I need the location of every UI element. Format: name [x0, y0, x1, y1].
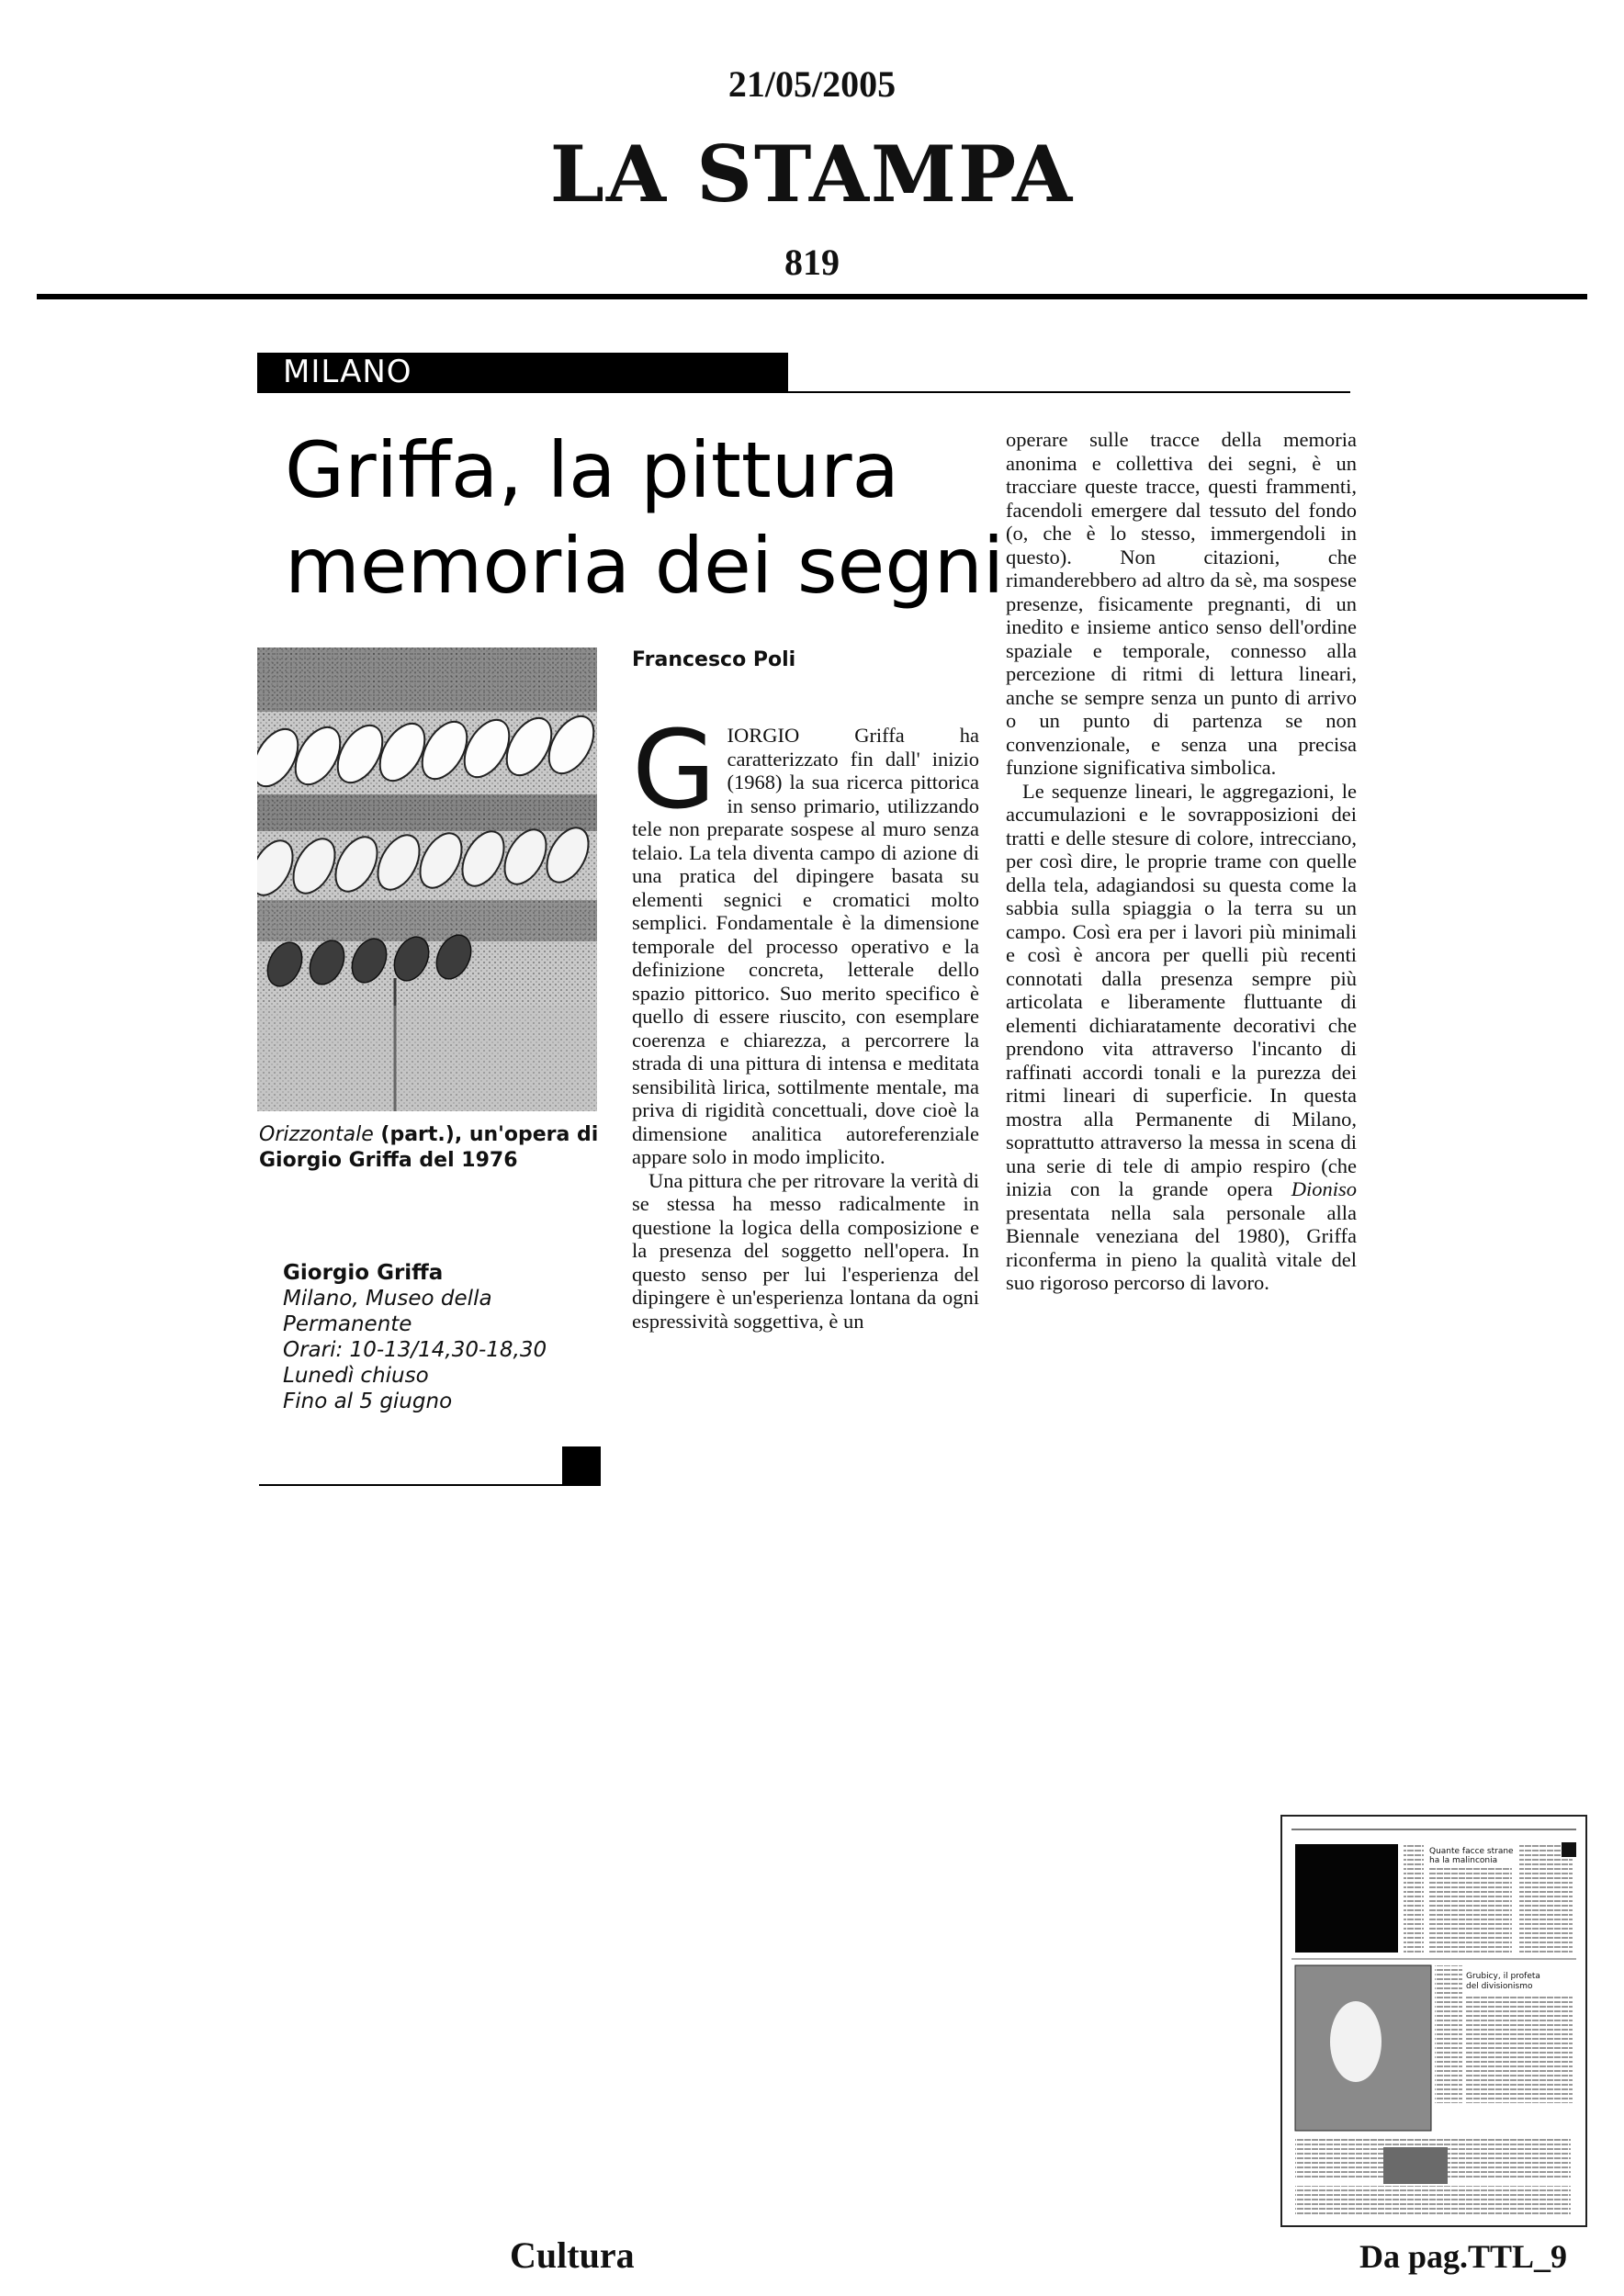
article-paragraph-3: operare sulle tracce della memoria anonima e collettiva dei segni, è un tracciare queste tracce, questi frammenti, facendoli emergere dal tessuto del fondo (o, che è lo stesso, immergendoli in questo). Non citazioni, che rimanderebbero ad altro da sè, ma sospese presenze, fisicamente pregnanti, di un inedito e insieme antico senso dell'ordine spaziale e temporale, connesso alla percezione di ritmi di lettura lineari, anche se sempre senza un punto di arrivo o un punto di partenza se non convenzionale, e senza una precisa funzione significativa simbolica. — [1006, 428, 1357, 779]
info-hours: Orari: 10-13/14,30-18,30 — [283, 1338, 547, 1362]
footer-section: Cultura — [510, 2234, 635, 2276]
source-page-thumbnail — [1280, 1815, 1587, 2227]
artwork-photo — [257, 647, 597, 1111]
info-venue-1: Milano, Museo della — [283, 1287, 492, 1311]
svg-text:ha la malinconia: ha la malinconia — [1429, 1856, 1498, 1865]
section-rule — [257, 391, 1350, 393]
paragraph-4-text-a: Le sequenze lineari, le aggregazioni, le accumulazioni e le sovrapposizioni dei tratti e delle stesure di colore, intrecciano, per così dire, le proprie trame con quelle della tela, adagiandosi su questa come la sabbia sulla spiaggia o la terra su un campo. Così era per i lavori più minimali e così è ancora per quelli più recenti connotati dalla presenza sempre più articolata e liberamente fluttuante di elementi dichiaratamente decorativi che prendono vita attraverso l'incanto di raffinati accordi tonali e la purezza dei ritmi lineari di superficie. In questa mostra alla Permanente di Milano, soprattutto attraverso la messa in scena di una serie di tele di ampio respiro (che inizia con la grande opera — [1006, 779, 1357, 1200]
caption-artwork-title: Orizzontale — [259, 1123, 374, 1146]
photo-caption — [259, 1122, 608, 1174]
caption-text: (part.), un'opera di Giorgio Griffa del 1976 — [259, 1123, 599, 1172]
exhibition-info — [283, 1260, 595, 1414]
info-bottom-rule — [259, 1484, 601, 1486]
article-paragraph-2: Una pittura che per ritrovare la verità di se stessa ha messo radicalmente in questione la logica della composizione e la presenza del soggetto nell'opera. In questo senso per lui l'esperienza del dipingere è un'esperienza lontana da ogni espressività soggettiva, è un — [632, 1168, 979, 1333]
thumb-headline-2: Grubicy, il profeta — [1466, 1972, 1540, 1981]
paragraph-1-text: IORGIO Griffa ha caratterizzato fin dall' inizio (1968) la sua ricerca pittorica in senso primario, utilizzando tele non preparate sospese al muro senza telaio. La tela diventa campo di azione di una pratica del dipingere basata su elementi segnici e cromatici molto semplici. Fondamentale è la dimensione temporale del processo operativo e la definizione concreta, letterale dello spazio pittorico. Suo merito specifico è quello di essere riuscito, con esemplare coerenza e chiarezza, a percorrere la strada di una pittura di intensa e meditata sensibilità lirica, sottilmente mentale, ma priva di rigidità concettuali, dove cioè la dimensione analitica autoreferenziale appare solo in modo implicito. — [632, 724, 979, 1168]
info-closed: Lunedì chiuso — [283, 1364, 429, 1388]
publication-name: LA STAMPA — [549, 129, 1075, 219]
clipping-code: 819 — [784, 242, 840, 283]
info-venue-2: Permanente — [283, 1312, 412, 1336]
article-paragraph-1 — [632, 706, 979, 1169]
byline: Francesco Poli — [632, 648, 796, 671]
info-artist: Giorgio Griffa — [283, 1261, 444, 1285]
headline-line-2: memoria dei segni — [285, 521, 1005, 611]
svg-text:del divisionismo: del divisionismo — [1466, 1982, 1533, 1991]
article-paragraph-4 — [1006, 780, 1357, 1295]
artwork-title-dioniso: Dioniso — [1291, 1177, 1357, 1200]
paragraph-4-text-b: presentata nella sala personale alla Biennale veneziana del 1980), Griffa riconferma in pieno la qualità vitale del suo rigoroso percorso di lavoro. — [1006, 1200, 1357, 1294]
footer-page-ref: Da pag.TTL_9 — [1359, 2238, 1568, 2275]
headline-line-1: Griffa, la pittura — [285, 425, 900, 515]
thumb-headline-1: Quante facce strane — [1429, 1847, 1514, 1856]
clipping-date: 21/05/2005 — [727, 63, 897, 105]
drop-cap: G — [632, 706, 716, 833]
section-label: MILANO — [283, 354, 412, 390]
header-divider — [37, 294, 1587, 299]
article-column-1 — [632, 706, 979, 1333]
info-until: Fino al 5 giugno — [283, 1390, 453, 1413]
article-column-2 — [1006, 428, 1357, 1295]
end-mark — [562, 1446, 601, 1485]
article-headline — [285, 422, 1020, 613]
